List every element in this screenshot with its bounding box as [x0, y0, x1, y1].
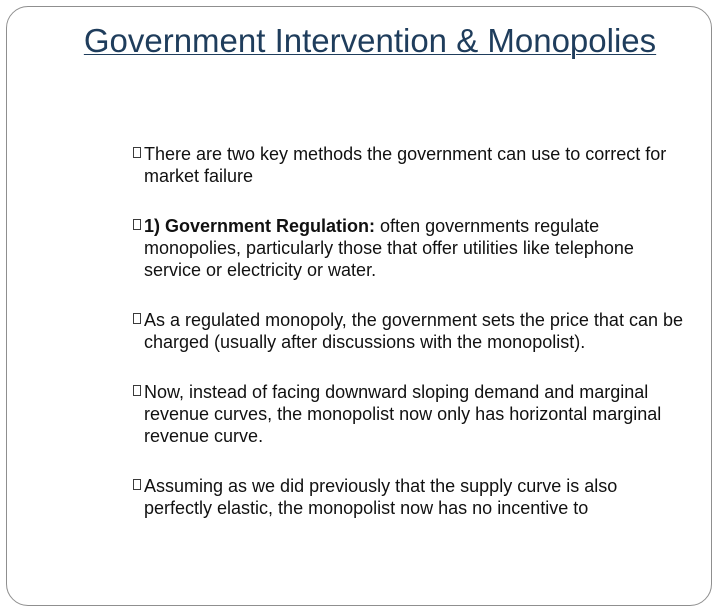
bullet-text [144, 144, 666, 186]
bullet-square-icon [133, 313, 141, 324]
bullet-square-icon [133, 479, 141, 490]
bullet-bold-prefix: 1) Government Regulation: [144, 216, 376, 236]
bullet-square-icon [133, 385, 141, 396]
bullet-text [144, 216, 634, 280]
bullet-text [144, 476, 617, 518]
bullet-body: Now, instead of facing downward sloping demand and marginal revenue curves, the monopolist now only has horizontal marginal revenue curve. [144, 382, 662, 446]
slide-title-text: Government Intervention & Monopolies [83, 22, 657, 59]
bullet-item-4 [133, 381, 683, 447]
bullet-square-icon [133, 147, 141, 158]
bullet-text [144, 382, 661, 446]
bullet-body: Assuming as we did previously that the supply curve is also perfectly elastic, the monopolist now has no incentive to [144, 476, 618, 518]
bullet-body: As a regulated monopoly, the government sets the price that can be charged (usually after discussions with the monopolist). [144, 310, 683, 352]
bullet-body: There are two key methods the government can use to correct for market failure [144, 144, 667, 186]
bullet-item-5 [133, 475, 683, 519]
bullet-square-icon [133, 219, 141, 230]
bullet-item-3 [133, 309, 683, 353]
bullet-list [133, 143, 683, 547]
bullet-item-2 [133, 215, 683, 281]
bullet-body: often governments regulate monopolies, particularly those that offer utilities like telephone service or electricity or water. [144, 216, 634, 280]
slide-title [60, 20, 680, 62]
bullet-text [144, 310, 683, 352]
bullet-item-1 [133, 143, 683, 187]
